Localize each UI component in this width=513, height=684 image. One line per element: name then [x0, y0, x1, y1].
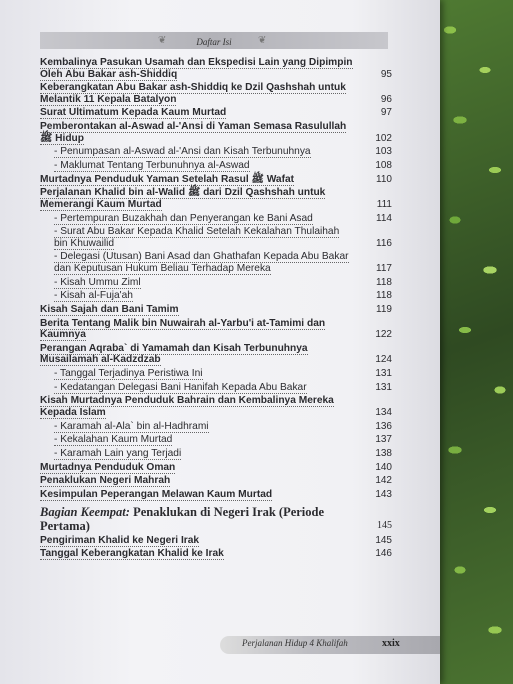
toc-entry — [40, 448, 392, 460]
toc-entry-page: 119 — [376, 303, 392, 315]
page-header — [40, 32, 388, 49]
toc-entry-page: 111 — [376, 198, 392, 210]
toc-entry — [40, 213, 392, 225]
toc-entry-page: 114 — [376, 212, 392, 224]
toc-entry-page: 118 — [376, 276, 392, 288]
toc-entry-page: 136 — [375, 420, 392, 432]
toc-entry-page: 96 — [380, 93, 392, 105]
toc-entry — [40, 146, 392, 158]
toc-entry-title: - Maklumat Tentang Terbunuhnya al-Aswad — [54, 159, 250, 171]
toc-entry-title: Tanggal Keberangkatan Khalid ke Irak — [40, 548, 224, 560]
footer-title: Perjalanan Hidup 4 Khalifah — [242, 638, 348, 648]
toc-entry-page: 143 — [375, 489, 392, 500]
toc-entry-title: Kisah Murtadnya Penduduk Bahrain dan Kembalinya Mereka Kepada Islam — [40, 395, 334, 418]
toc-entry — [40, 160, 392, 172]
toc-entry-title: Kembalinya Pasukan Usamah dan Ekspedisi Lain yang Dipimpin Oleh Abu Bakar ash-Shiddiq — [40, 57, 353, 80]
toc-entry — [40, 368, 392, 380]
toc-entry — [40, 174, 392, 186]
toc-entry — [40, 421, 392, 433]
toc-entry — [40, 382, 392, 394]
toc-entry-title: Surat Ultimatum Kepada Kaum Murtad — [40, 107, 227, 119]
toc-entry-title: - Kisah al-Fuja'ah — [54, 290, 133, 302]
toc-entry-page: 140 — [375, 461, 392, 473]
toc-entry-title: - Karamah al-Ala` bin al-Hadhrami — [54, 420, 209, 432]
toc-entry-page: 124 — [375, 354, 392, 366]
toc-entry — [40, 489, 392, 501]
section-page: 145 — [377, 519, 392, 531]
toc-entry-page: 95 — [380, 68, 392, 80]
ornament-icon: ❦ — [258, 35, 267, 46]
toc-entry-title: - Delegasi (Utusan) Bani Asad dan Ghathafan Kepada Abu Bakar dan Keputusan Hukum Beliau Terhadap Mereka — [54, 251, 349, 274]
section-label: Bagian Keempat: — [40, 504, 130, 519]
toc-entry — [40, 107, 392, 119]
toc-entry — [40, 343, 392, 366]
toc-entry-title: - Surat Abu Bakar Kepada Khalid Setelah Kekalahan Thulaihah bin Khuwailid — [54, 226, 340, 249]
page-number: xxix — [382, 638, 400, 649]
toc-entry — [40, 277, 392, 289]
toc-entry-title: Perjalanan Khalid bin al-Walid ﷺ dari Dzil Qashshah untuk Memerangi Kaum Murtad — [40, 187, 326, 210]
toc-entry-title: Murtadnya Penduduk Yaman Setelah Rasul ﷺ Wafat — [40, 173, 295, 185]
toc-entry-title: - Kisah Ummu Ziml — [54, 276, 141, 288]
toc-entry — [40, 226, 392, 249]
toc-entry-page: 145 — [375, 534, 392, 546]
toc-entry — [40, 251, 392, 274]
toc-entry-title: Kesimpulan Peperangan Melawan Kaum Murtad — [40, 489, 273, 500]
toc-entry-title: - Tanggal Terjadinya Peristiwa Ini — [54, 368, 203, 379]
table-of-contents — [40, 57, 392, 562]
toc-entry-title: - Penumpasan al-Aswad al-'Ansi dan Kisah Terbunuhnya — [54, 146, 311, 158]
toc-entry-page: 122 — [375, 329, 392, 341]
toc-entry-title: Murtadnya Penduduk Oman — [40, 461, 176, 473]
toc-entry-page: 137 — [375, 434, 392, 446]
toc-entry-page: 116 — [376, 237, 392, 249]
toc-entry-title: Perangan Aqraba` di Yamamah dan Kisah Terbunuhnya Musailamah al-Kadzdzab — [40, 342, 308, 366]
ornament-icon: ❦ — [158, 35, 167, 46]
toc-entry-title: Berita Tentang Malik bin Nuwairah al-Yarbu'i at-Tamimi dan Kaumnya — [40, 317, 326, 341]
toc-entry-title: Keberangkatan Abu Bakar ash-Shiddiq ke Dzil Qashshah untuk Melantik 11 Kepala Batalyon — [40, 82, 346, 105]
background-leaves — [430, 0, 513, 684]
toc-entry — [40, 304, 392, 316]
toc-entry — [40, 57, 392, 80]
toc-entry-title: Penaklukan Negeri Mahrah — [40, 475, 171, 487]
toc-entry-title: Kisah Sajah dan Bani Tamim — [40, 303, 179, 315]
toc-entry-page: 134 — [375, 406, 392, 418]
toc-entry-page: 131 — [375, 381, 392, 393]
toc-entry-page: 138 — [375, 447, 392, 459]
toc-entry-page: 117 — [376, 262, 392, 274]
toc-entry-page: 103 — [375, 146, 392, 158]
toc-entry-title: - Pertempuran Buzakhah dan Penyerangan ke Bani Asad — [54, 212, 313, 224]
toc-entry — [40, 395, 392, 418]
toc-entry-page: 110 — [376, 173, 392, 185]
toc-entry-page: 97 — [380, 107, 392, 119]
toc-entry-page: 108 — [375, 159, 392, 171]
toc-entry-title: - Kedatangan Delegasi Bani Hanifah Kepada Abu Bakar — [54, 381, 307, 393]
toc-entry-page: 102 — [375, 132, 392, 144]
toc-entry — [40, 82, 392, 105]
toc-entry — [40, 290, 392, 302]
toc-entry — [40, 535, 392, 547]
header-title: Daftar Isi — [196, 37, 232, 47]
toc-entry — [40, 318, 392, 341]
toc-entry-page: 146 — [375, 548, 392, 560]
toc-entry — [40, 434, 392, 446]
toc-entry — [40, 475, 392, 487]
toc-section-heading — [40, 505, 392, 533]
toc-entry — [40, 548, 392, 560]
toc-entry-title: Pengiriman Khalid ke Negeri Irak — [40, 534, 200, 546]
toc-entry-page: 142 — [375, 475, 392, 487]
page-footer — [220, 636, 440, 654]
toc-entry-title: - Karamah Lain yang Terjadi — [54, 447, 182, 459]
toc-entry — [40, 462, 392, 474]
section-title: Penaklukan di Negeri Irak (Periode Pertama) — [40, 504, 325, 533]
toc-entry-title: Pemberontakan al-Aswad al-'Ansi di Yaman Semasa Rasulullah ﷺ Hidup — [40, 121, 347, 144]
toc-entry-page: 118 — [376, 290, 392, 302]
toc-entry-page: 131 — [375, 368, 392, 379]
toc-entry — [40, 121, 392, 144]
toc-entry — [40, 187, 392, 210]
toc-entry-title: - Kekalahan Kaum Murtad — [54, 434, 173, 446]
